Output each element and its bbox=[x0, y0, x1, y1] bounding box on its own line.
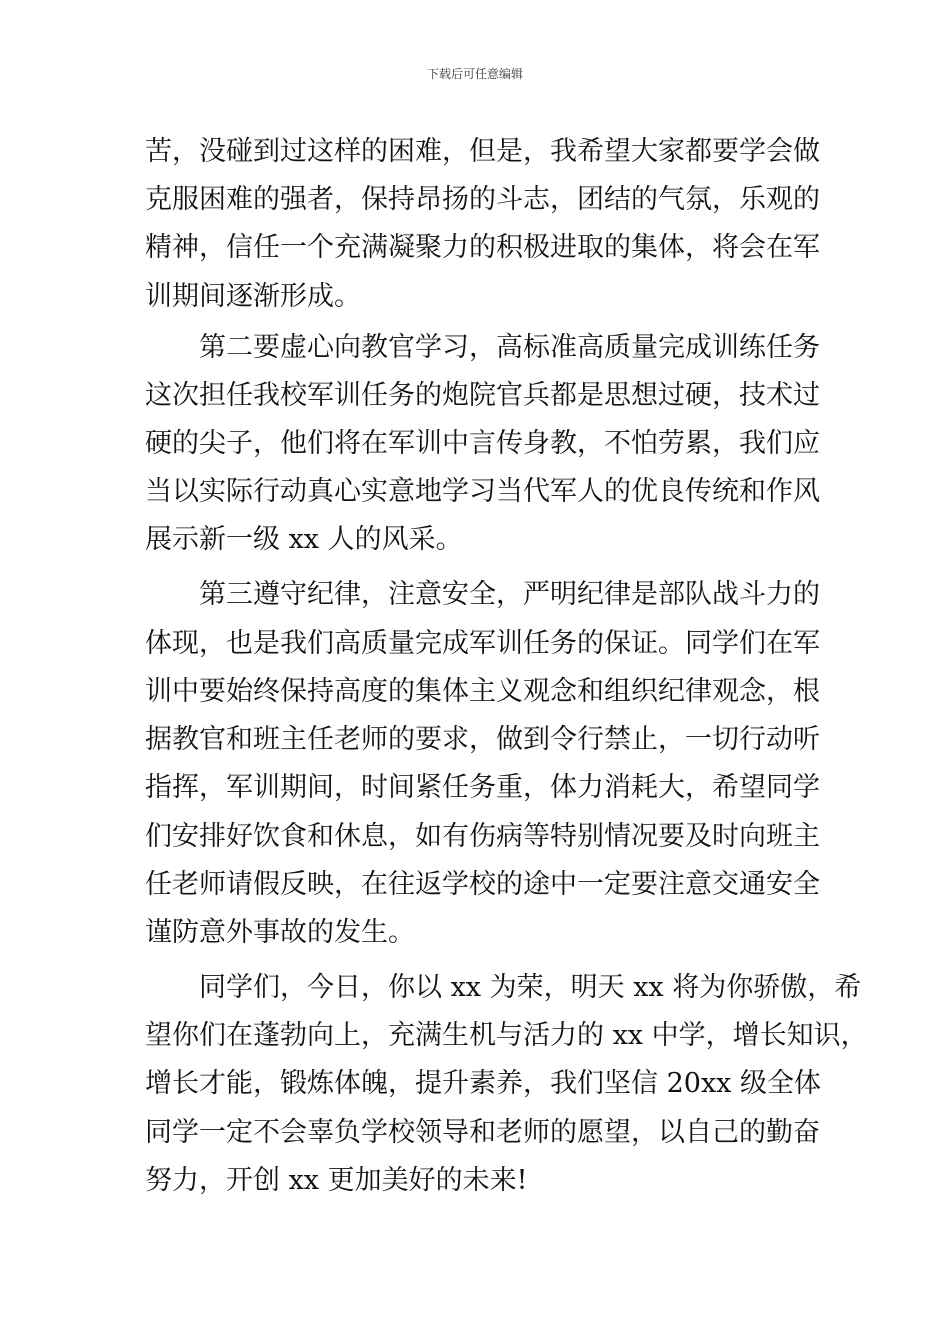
body-line: 训中要始终保持高度的集体主义观念和组织纪律观念，根 bbox=[145, 676, 820, 707]
page-header: 下载后可任意编辑 bbox=[426, 67, 523, 81]
body-line: 训期间逐渐形成。 bbox=[145, 281, 361, 312]
body-line: 据教官和班主任老师的要求，做到令行禁止，一切行动听 bbox=[145, 724, 820, 755]
body-line: 指挥，军训期间，时间紧任务重，体力消耗大，希望同学 bbox=[145, 772, 820, 803]
body-line: 任老师请假反映，在往返学校的途中一定要注意交通安全 bbox=[145, 869, 820, 900]
body-line: 展示新一级 xx 人的风采。 bbox=[145, 524, 463, 555]
body-line: 硬的尖子，他们将在军训中言传身教，不怕劳累，我们应 bbox=[145, 428, 820, 459]
body-line: 谨防意外事故的发生。 bbox=[145, 917, 415, 948]
body-line: 增长才能，锻炼体魄，提升素养，我们坚信 20xx 级全体 bbox=[145, 1068, 821, 1099]
body-line: 精神，信任一个充满凝聚力的积极进取的集体，将会在军 bbox=[145, 232, 820, 263]
body-line: 同学们，今日，你以 xx 为荣，明天 xx 将为你骄傲，希 bbox=[199, 972, 862, 1003]
body-line: 苦，没碰到过这样的困难，但是，我希望大家都要学会做 bbox=[145, 136, 820, 167]
body-line: 体现，也是我们高质量完成军训任务的保证。同学们在军 bbox=[145, 628, 820, 659]
body-line: 同学一定不会辜负学校领导和老师的愿望，以自己的勤奋 bbox=[145, 1117, 820, 1148]
body-line: 第二要虚心向教官学习，高标准高质量完成训练任务 bbox=[199, 332, 820, 363]
body-line: 克服困难的强者，保持昂扬的斗志，团结的气氛，乐观的 bbox=[145, 184, 820, 215]
body-line: 第三遵守纪律，注意安全，严明纪律是部队战斗力的 bbox=[199, 579, 820, 610]
body-line: 望你们在蓬勃向上，充满生机与活力的 xx 中学，增长知识， bbox=[145, 1020, 868, 1051]
body-line: 们安排好饮食和休息，如有伤病等特别情况要及时向班主 bbox=[145, 821, 820, 852]
body-line: 努力，开创 xx 更加美好的未来! bbox=[145, 1165, 528, 1196]
body-line: 这次担任我校军训任务的炮院官兵都是思想过硬，技术过 bbox=[145, 380, 820, 411]
body-line: 当以实际行动真心实意地学习当代军人的优良传统和作风 bbox=[145, 476, 820, 507]
